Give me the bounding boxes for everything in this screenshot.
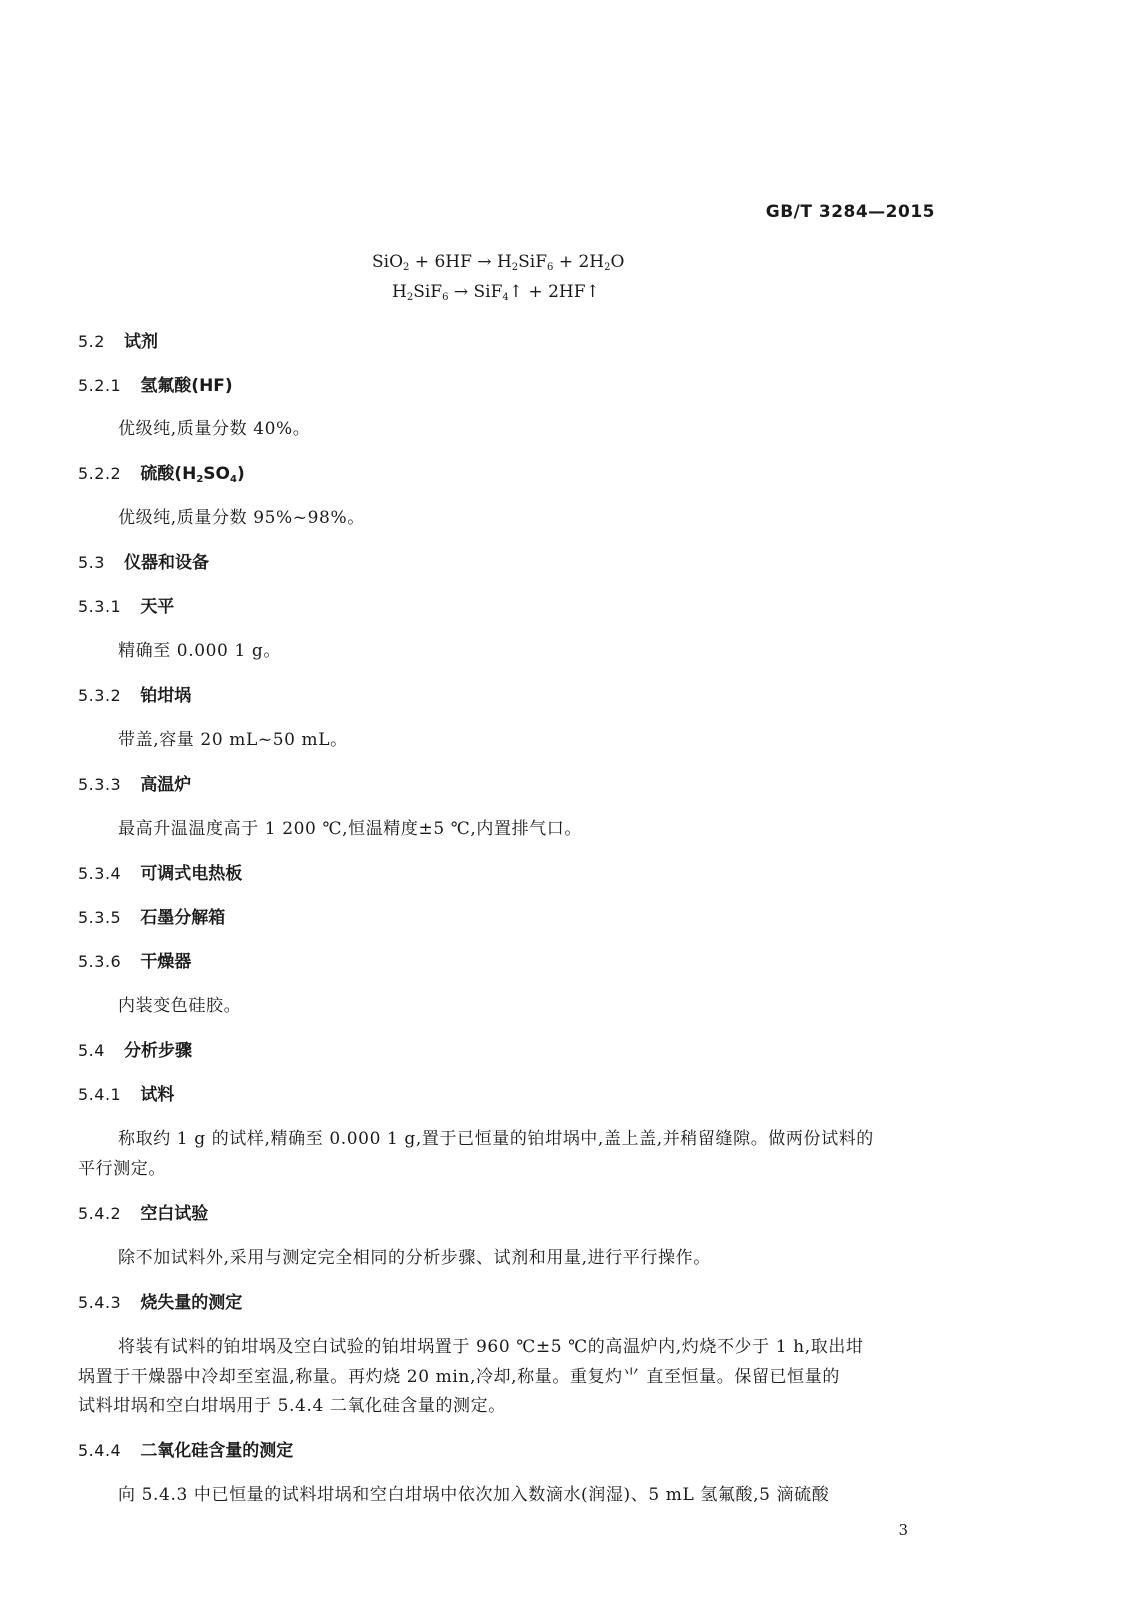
section-number: 5.3.4	[78, 864, 122, 883]
heading-5-2-1	[78, 371, 233, 396]
equation-1: $SiO_2 + 6HF \to H_2SiF_6 + 2H_2O$	[372, 252, 625, 273]
heading-5-2-2	[78, 459, 245, 485]
heading-5-3-1	[78, 592, 174, 617]
section-title: 试剂	[124, 332, 159, 352]
section-number: 5.3.6	[78, 952, 122, 971]
section-number: 5.4	[78, 1041, 105, 1060]
heading-5-3-6	[78, 947, 191, 972]
heading-5-3-4	[78, 859, 242, 884]
section-title: 硫酸$(H_2SO_4)$	[140, 464, 245, 485]
section-title: 仪器和设备	[124, 553, 210, 573]
paragraph-5-2-1: 优级纯,质量分数 40%。	[118, 419, 311, 439]
section-title: 干燥器	[140, 952, 192, 972]
paragraph-5-3-3: 最高升温温度高于 1 200 ℃,恒温精度±5 ℃,内置排气口。	[118, 819, 582, 839]
paragraph-5-3-2: 带盖,容量 20 mL~50 mL。	[118, 730, 348, 750]
heading-5-3-3	[78, 770, 191, 795]
heading-5-4-1	[78, 1080, 174, 1105]
section-number: 5.2	[78, 332, 105, 351]
section-number: 5.3.1	[78, 597, 122, 616]
section-title: 空白试验	[140, 1204, 209, 1224]
section-title: 分析步骤	[124, 1041, 193, 1061]
section-number: 5.4.4	[78, 1441, 122, 1460]
section-number: 5.3.5	[78, 908, 122, 927]
paragraph-5-4-3-line-3: 试料坩埚和空白坩埚用于 5.4.4 二氧化硅含量的测定。	[78, 1396, 506, 1416]
section-title: 铂坩埚	[140, 686, 192, 706]
section-title: 烧失量的测定	[140, 1293, 243, 1313]
section-title: 可调式电热板	[140, 864, 243, 884]
section-number: 5.4.2	[78, 1204, 122, 1223]
paragraph-5-2-2: 优级纯,质量分数 95%~98%。	[118, 508, 365, 528]
section-number: 5.3.3	[78, 775, 122, 794]
section-number: 5.3.2	[78, 686, 122, 705]
section-number: 5.3	[78, 553, 105, 572]
section-title: 石墨分解箱	[140, 908, 226, 928]
section-title: 二氧化硅含量的测定	[140, 1441, 294, 1461]
heading-5-4-4	[78, 1436, 293, 1461]
paragraph-5-4-1-line-1: 称取约 1 g 的试样,精确至 0.000 1 g,置于已恒量的铂坩埚中,盖上盖,并稍留缝隙。做两份试料的	[118, 1129, 874, 1149]
standard-number: GB/T 3284—2015	[765, 202, 935, 222]
paragraph-5-3-1: 精确至 0.000 1 g。	[118, 641, 281, 661]
section-number: 5.2.2	[78, 464, 122, 483]
paragraph-5-4-3-line-2: 埚置于干燥器中冷却至室温,称量。再灼烧 20 min,冷却,称量。重复灼⺌ 直至恒量。保留已恒量的	[78, 1367, 840, 1387]
paragraph-5-4-4-line-1: 向 5.4.3 中已恒量的试料坩埚和空白坩埚中依次加入数滴水(润湿)、5 mL 氢氟酸,5 滴硫酸	[118, 1485, 830, 1505]
heading-5-3-5	[78, 903, 225, 928]
paragraph-5-4-3-line-1: 将装有试料的铂坩埚及空白试验的铂坩埚置于 960 ℃±5 ℃的高温炉内,灼烧不少于 1 h,取出坩	[118, 1337, 864, 1357]
heading-5-4-2	[78, 1199, 208, 1224]
section-number: 5.2.1	[78, 376, 122, 395]
heading-5-4-3	[78, 1288, 242, 1313]
equation-2: $H_2SiF_6$ → SiF$_4$↑ + 2HF↑	[392, 282, 600, 303]
heading-5-3-2	[78, 681, 191, 706]
section-title: 氢氟酸(HF)	[140, 376, 233, 396]
heading-5-2	[78, 327, 158, 352]
section-title: 高温炉	[140, 775, 192, 795]
section-title: 天平	[140, 597, 175, 617]
paragraph-5-4-2: 除不加试料外,采用与测定完全相同的分析步骤、试剂和用量,进行平行操作。	[118, 1248, 711, 1268]
paragraph-5-3-6: 内装变色硅胶。	[118, 996, 242, 1016]
page-number: 3	[898, 1521, 908, 1539]
section-number: 5.4.1	[78, 1085, 122, 1104]
heading-5-3	[78, 548, 209, 573]
section-title: 试料	[140, 1085, 175, 1105]
paragraph-5-4-1-line-2: 平行测定。	[78, 1159, 166, 1179]
section-number: 5.4.3	[78, 1293, 122, 1312]
heading-5-4	[78, 1036, 192, 1061]
